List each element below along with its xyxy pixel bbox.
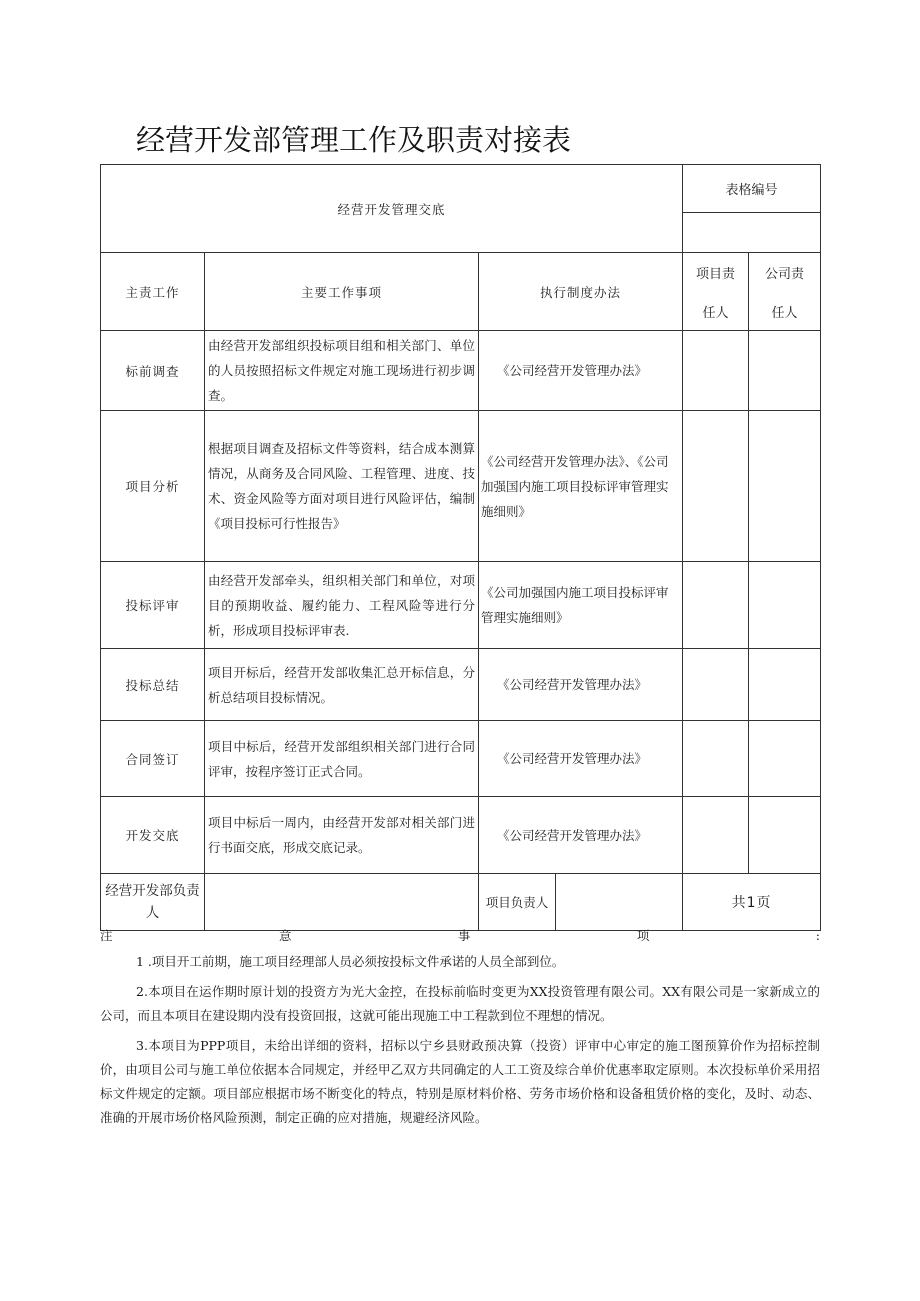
col-header-duty: 主责工作 (101, 253, 205, 331)
row-rules: 《公司经营开发管理办法》 (479, 721, 683, 797)
row-duty: 开发交底 (101, 797, 205, 874)
row-rules: 《公司经营开发管理办法》 (479, 797, 683, 874)
row-project-resp (683, 331, 749, 411)
row-rules: 《公司经营开发管理办法》 (479, 331, 683, 411)
table-row (101, 562, 821, 649)
col-header-company-resp-bottom: 任人 (771, 305, 798, 321)
row-matters: 项目开标后，经营开发部收集汇总开标信息，分析总结项目投标情况。 (205, 649, 479, 721)
row-project-resp (683, 721, 749, 797)
table-row (101, 797, 821, 874)
row-duty: 标前调查 (101, 331, 205, 411)
row-company-resp (749, 562, 821, 649)
project-head-value (556, 874, 682, 930)
footer-row (101, 874, 821, 931)
column-header-row (101, 253, 821, 331)
note-item-2: 2.本项目在运作期时原计划的投资方为光大金控，在投标前临时变更为XX投资管理有限公司。XX有限公司是一家新成立的公司，而且本项目在建设期内没有投资回报，这就可能出现施工中工程款到位不理想的情况。 (100, 984, 820, 1023)
row-duty: 投标评审 (101, 562, 205, 649)
dept-head-label: 经营开发部负责人 (101, 874, 205, 931)
col-header-company-resp-top: 公司责 (765, 266, 805, 282)
note-item-3: 3.本项目为PPP项目，未给出详细的资料，招标以宁乡县财政预决算（投资）评审中心审定的施工图预算价作为招标控制价，由项目公司与施工单位依据本合同规定，并经甲乙双方共同确定的人工工资及综合单价优惠率取定原则。本次投标单价采用招标文件规定的定额。项目部应根据市场不断变化的特点，特别是原材料价格、劳务市场价格和设备租赁价格的变化，及时、动态、准确的开展市场价格风险预测，制定正确的应对措施，规避经济风险。 (100, 1038, 820, 1125)
row-duty: 项目分析 (101, 411, 205, 562)
row-matters: 根据项目调查及招标文件等资料，结合成本测算情况，从商务及合同风险、工程管理、进度、技术、资金风险等方面对项目进行风险评估，编制《项目投标可行性报告》 (205, 411, 479, 562)
col-header-project-resp-top: 项目责 (696, 266, 736, 282)
col-header-project-resp-bottom: 任人 (702, 305, 729, 321)
notes-heading-char: 注 (100, 928, 113, 943)
row-company-resp (749, 331, 821, 411)
table-row (101, 649, 821, 721)
note-item-1: 1 .项目开工前期，施工项目经理部人员必须按投标文件承诺的人员全部到位。 (136, 954, 565, 969)
notes-heading-char: 事 (457, 928, 471, 943)
row-company-resp (749, 649, 821, 721)
notes-heading (100, 928, 820, 946)
row-company-resp (749, 797, 821, 874)
project-head-label: 项目负责人 (479, 874, 556, 930)
col-header-rules: 执行制度办法 (479, 253, 683, 331)
notes-heading-char: 项 (636, 928, 650, 943)
row-company-resp (749, 411, 821, 562)
table-row (101, 331, 821, 411)
col-header-company-resp (749, 253, 821, 331)
row-matters: 项目中标后一周内，由经营开发部对相关部门进行书面交底，形成交底记录。 (205, 797, 479, 874)
row-rules: 《公司经营开发管理办法》、《公司加强国内施工项目投标评审管理实施细则》 (479, 411, 683, 562)
col-header-matters: 主要工作事项 (205, 253, 479, 331)
notes-heading-char: 意 (278, 928, 292, 943)
row-project-resp (683, 411, 749, 562)
page-title: 经营开发部管理工作及职责对接表 (136, 123, 572, 157)
row-company-resp (749, 721, 821, 797)
row-rules: 《公司经营开发管理办法》 (479, 649, 683, 721)
row-duty: 合同签订 (101, 721, 205, 797)
row-project-resp (683, 797, 749, 874)
form-number-label: 表格编号 (683, 165, 821, 213)
notes-section (100, 928, 820, 1130)
row-duty: 投标总结 (101, 649, 205, 721)
duty-table (100, 164, 821, 931)
table-row (101, 721, 821, 797)
table-header-title: 经营开发管理交底 (101, 165, 683, 253)
page-count: 共1页 (683, 874, 821, 931)
row-matters: 项目中标后，经营开发部组织相关部门进行合同评审，按程序签订正式合同。 (205, 721, 479, 797)
table-row (101, 411, 821, 562)
notes-heading-char: : (815, 928, 820, 943)
dept-head-value (205, 874, 479, 931)
col-header-project-resp (683, 253, 749, 331)
row-matters: 由经营开发部牵头，组织相关部门和单位，对项目的预期收益、履约能力、工程风险等进行分析，形成项目投标评审表. (205, 562, 479, 649)
row-project-resp (683, 562, 749, 649)
row-rules: 《公司加强国内施工项目投标评审管理实施细则》 (479, 562, 683, 649)
project-head-cell (479, 874, 683, 931)
row-matters: 由经营开发部组织投标项目组和相关部门、单位的人员按照招标文件规定对施工现场进行初步调查。 (205, 331, 479, 411)
row-project-resp (683, 649, 749, 721)
form-number-value (683, 213, 821, 253)
